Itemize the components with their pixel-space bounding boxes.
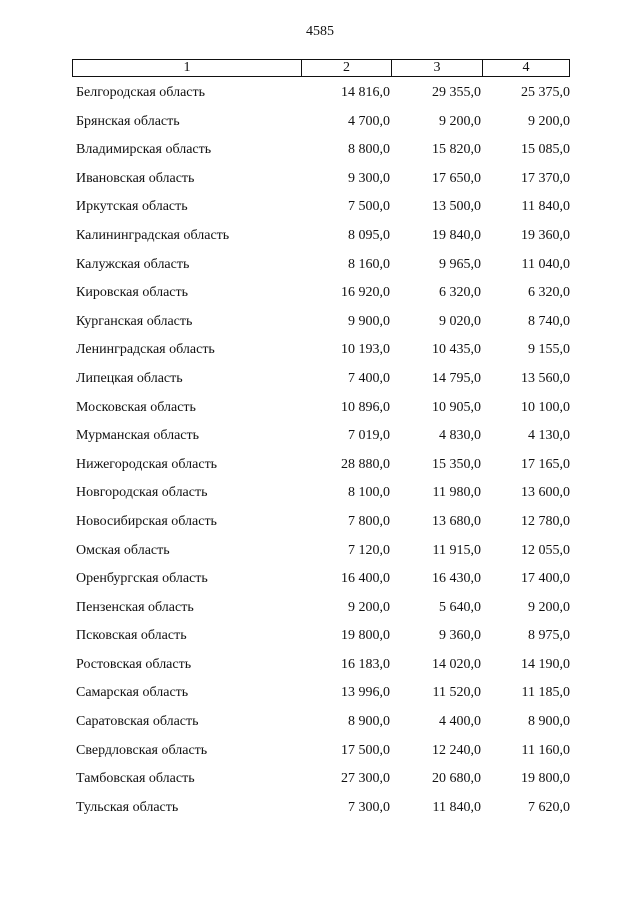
table-row xyxy=(0,484,640,513)
value-column-2: 27 300,0 xyxy=(341,771,390,787)
value-column-3: 17 650,0 xyxy=(432,170,481,186)
value-column-2: 10 896,0 xyxy=(341,399,390,415)
region-name: Калужская область xyxy=(76,256,190,272)
table-row xyxy=(0,284,640,313)
value-column-4: 14 190,0 xyxy=(521,656,570,672)
value-column-2: 7 500,0 xyxy=(348,199,390,215)
region-name: Брянская область xyxy=(76,113,180,129)
value-column-3: 4 400,0 xyxy=(439,714,481,730)
value-column-4: 15 085,0 xyxy=(521,142,570,158)
region-name: Самарская область xyxy=(76,685,189,701)
table-row xyxy=(0,627,640,656)
table-row xyxy=(0,256,640,285)
table-row xyxy=(0,684,640,713)
value-column-3: 10 905,0 xyxy=(432,399,481,415)
value-column-3: 5 640,0 xyxy=(439,599,481,615)
value-column-4: 13 560,0 xyxy=(521,370,570,386)
region-name: Курганская область xyxy=(76,313,193,329)
value-column-4: 11 185,0 xyxy=(521,685,570,701)
region-name: Тульская область xyxy=(76,799,179,815)
table-row xyxy=(0,84,640,113)
value-column-2: 14 816,0 xyxy=(341,85,390,100)
value-column-2: 9 200,0 xyxy=(348,599,390,615)
value-column-3: 9 200,0 xyxy=(439,113,481,129)
value-column-4: 11 040,0 xyxy=(521,256,570,272)
table-header xyxy=(72,59,570,77)
value-column-2: 7 300,0 xyxy=(348,799,390,815)
value-column-2: 17 500,0 xyxy=(341,742,390,758)
table-row xyxy=(0,227,640,256)
region-name: Владимирская область xyxy=(76,142,212,158)
region-name: Свердловская область xyxy=(76,742,208,758)
value-column-3: 15 350,0 xyxy=(432,456,481,472)
value-column-4: 7 620,0 xyxy=(528,799,570,815)
value-column-3: 15 820,0 xyxy=(432,142,481,158)
value-column-3: 29 355,0 xyxy=(432,85,481,100)
value-column-2: 16 920,0 xyxy=(341,285,390,301)
value-column-3: 9 965,0 xyxy=(439,256,481,272)
table-row xyxy=(0,313,640,342)
value-column-3: 9 020,0 xyxy=(439,313,481,329)
value-column-2: 8 900,0 xyxy=(348,714,390,730)
region-name: Кировская область xyxy=(76,285,189,301)
table-row xyxy=(0,399,640,428)
table-row xyxy=(0,170,640,199)
region-name: Ивановская область xyxy=(76,170,195,186)
column-header-4: 4 xyxy=(522,60,530,75)
region-name: Ленинградская область xyxy=(76,342,215,358)
value-column-2: 28 880,0 xyxy=(341,456,390,472)
table-row xyxy=(0,113,640,142)
table-row xyxy=(0,656,640,685)
region-name: Омская область xyxy=(76,542,170,558)
table-row xyxy=(0,770,640,799)
table-row xyxy=(0,713,640,742)
table-row xyxy=(0,599,640,628)
value-column-2: 7 400,0 xyxy=(348,370,390,386)
value-column-3: 14 020,0 xyxy=(432,656,481,672)
value-column-4: 17 165,0 xyxy=(521,456,570,472)
table-row xyxy=(0,370,640,399)
value-column-2: 8 100,0 xyxy=(348,485,390,501)
region-name: Новосибирская область xyxy=(76,513,217,529)
value-column-3: 11 980,0 xyxy=(432,485,481,501)
region-name: Новгородская область xyxy=(76,485,208,501)
region-name: Тамбовская область xyxy=(76,771,195,787)
table-row xyxy=(0,341,640,370)
value-column-3: 14 795,0 xyxy=(432,370,481,386)
value-column-2: 8 800,0 xyxy=(348,142,390,158)
column-header-1: 1 xyxy=(73,60,302,76)
column-header-2: 2 xyxy=(302,60,392,76)
value-column-4: 4 130,0 xyxy=(528,428,570,444)
table-body xyxy=(0,84,640,827)
value-column-4: 19 800,0 xyxy=(521,771,570,787)
table-row xyxy=(0,141,640,170)
region-name: Оренбургская область xyxy=(76,571,208,587)
page-number: 4585 xyxy=(306,24,334,39)
value-column-4: 8 900,0 xyxy=(528,714,570,730)
value-column-2: 13 996,0 xyxy=(341,685,390,701)
value-column-2: 8 160,0 xyxy=(348,256,390,272)
value-column-2: 7 800,0 xyxy=(348,513,390,529)
region-name: Псковская область xyxy=(76,628,187,644)
value-column-3: 10 435,0 xyxy=(432,342,481,358)
value-column-4: 9 200,0 xyxy=(528,599,570,615)
value-column-2: 10 193,0 xyxy=(341,342,390,358)
value-column-4: 10 100,0 xyxy=(521,399,570,415)
value-column-3: 11 915,0 xyxy=(432,542,481,558)
region-name: Иркутская область xyxy=(76,199,188,215)
value-column-3: 12 240,0 xyxy=(432,742,481,758)
value-column-4: 8 740,0 xyxy=(528,313,570,329)
value-column-4: 8 975,0 xyxy=(528,628,570,644)
table-row xyxy=(0,513,640,542)
value-column-4: 12 780,0 xyxy=(521,513,570,529)
value-column-2: 19 800,0 xyxy=(341,628,390,644)
value-column-4: 6 320,0 xyxy=(528,285,570,301)
table-row xyxy=(0,799,640,828)
value-column-3: 19 840,0 xyxy=(432,227,481,243)
value-column-3: 11 520,0 xyxy=(432,685,481,701)
value-column-4: 13 600,0 xyxy=(521,485,570,501)
value-column-4: 9 200,0 xyxy=(528,113,570,129)
value-column-2: 8 095,0 xyxy=(348,227,390,243)
table-row xyxy=(0,570,640,599)
region-name: Калининградская область xyxy=(76,227,230,243)
region-name: Белгородская область xyxy=(76,85,206,100)
table-row xyxy=(0,198,640,227)
value-column-4: 17 370,0 xyxy=(521,170,570,186)
value-column-2: 7 120,0 xyxy=(348,542,390,558)
value-column-4: 11 840,0 xyxy=(521,199,570,215)
value-column-4: 17 400,0 xyxy=(521,571,570,587)
value-column-3: 16 430,0 xyxy=(432,571,481,587)
region-name: Липецкая область xyxy=(76,370,183,386)
value-column-2: 7 019,0 xyxy=(348,428,390,444)
column-header-3: 3 xyxy=(392,60,483,76)
region-name: Саратовская область xyxy=(76,714,199,730)
table-row xyxy=(0,742,640,771)
region-name: Пензенская область xyxy=(76,599,194,615)
table-row xyxy=(0,427,640,456)
table-row xyxy=(0,456,640,485)
value-column-4: 9 155,0 xyxy=(528,342,570,358)
region-name: Нижегородская область xyxy=(76,456,218,472)
region-name: Московская область xyxy=(76,399,196,415)
value-column-3: 13 680,0 xyxy=(432,513,481,529)
value-column-3: 6 320,0 xyxy=(439,285,481,301)
value-column-3: 9 360,0 xyxy=(439,628,481,644)
value-column-2: 9 900,0 xyxy=(348,313,390,329)
value-column-4: 12 055,0 xyxy=(521,542,570,558)
region-name: Мурманская область xyxy=(76,428,200,444)
value-column-3: 11 840,0 xyxy=(432,799,481,815)
value-column-3: 20 680,0 xyxy=(432,771,481,787)
value-column-4: 25 375,0 xyxy=(521,85,570,100)
value-column-2: 16 183,0 xyxy=(341,656,390,672)
value-column-4: 19 360,0 xyxy=(521,227,570,243)
table-row xyxy=(0,542,640,571)
value-column-2: 4 700,0 xyxy=(348,113,390,129)
value-column-3: 13 500,0 xyxy=(432,199,481,215)
value-column-3: 4 830,0 xyxy=(439,428,481,444)
value-column-2: 9 300,0 xyxy=(348,170,390,186)
value-column-2: 16 400,0 xyxy=(341,571,390,587)
region-name: Ростовская область xyxy=(76,656,192,672)
value-column-4: 11 160,0 xyxy=(521,742,570,758)
